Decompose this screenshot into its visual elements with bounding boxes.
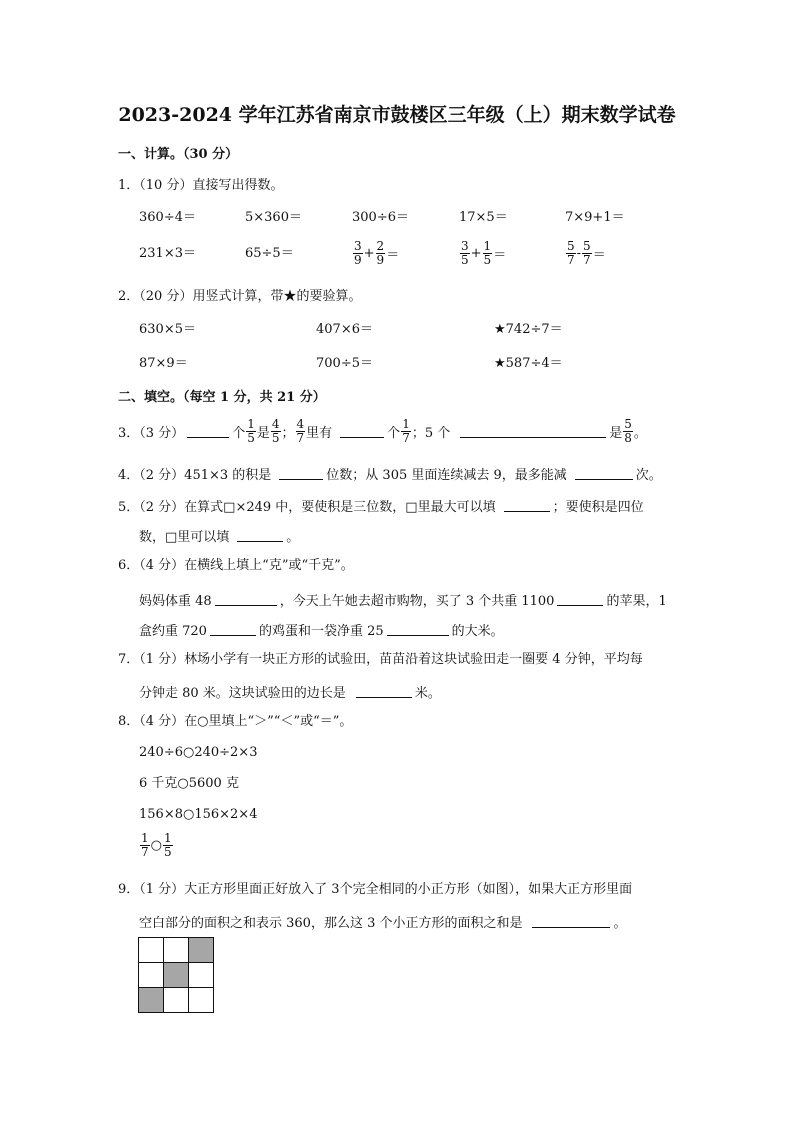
q6-prompt: 6．（4 分）在横线上填上“克”或“千克”。 (118, 558, 354, 573)
text: 的苹果，1 (606, 594, 667, 609)
q6-line1 (139, 590, 667, 609)
text: 。 (613, 916, 627, 931)
answer-blank[interactable] (504, 499, 550, 512)
answer-blank[interactable] (557, 593, 603, 606)
fraction: $\frac{5}{7}$ (567, 239, 575, 267)
q1-prompt: 1．（10 分）直接写出得数。 (118, 178, 284, 193)
q1-item: 360÷4＝ (139, 210, 196, 225)
text: 位数；从 305 里面连续减去 9，最多能减 (326, 468, 567, 483)
q2-item: 700÷5＝ (316, 356, 373, 371)
fraction: $\frac{1}{5}$ (247, 417, 255, 445)
equals-sign: ＝ (493, 247, 507, 263)
equals-sign: ＝ (592, 247, 606, 263)
text: ；要使积是四位 (552, 500, 644, 515)
q1-item: 300÷6＝ (352, 210, 409, 225)
text: 4．（2 分）451×3 的积是 (118, 468, 272, 483)
fraction: $\frac{5}{8}$ (624, 417, 632, 445)
small-square-shaded (139, 988, 164, 1013)
text: 个 (387, 425, 401, 441)
q2-item: ★587÷4＝ (494, 356, 563, 371)
fraction: $\frac{1}{5}$ (163, 831, 172, 859)
operator: - (576, 245, 582, 261)
q1-item: 7×9+1＝ (565, 210, 625, 225)
text: 次。 (635, 468, 662, 483)
text: ； (281, 425, 295, 441)
text: 里有 (306, 425, 333, 441)
q6-line2 (139, 620, 504, 639)
text: 。 (633, 425, 647, 441)
text: 妈妈体重 48 (139, 594, 212, 609)
fraction: $\frac{3}{5}$ (461, 239, 469, 267)
text: 分钟走 80 米。这块试验田的边长是 (139, 686, 346, 701)
q9-line2 (139, 912, 627, 931)
section1-heading: 一、计算。（30 分） (118, 147, 239, 162)
fraction: $\frac{4}{5}$ (271, 417, 280, 445)
operator: + (363, 245, 375, 261)
fraction: $\frac{3}{9}$ (354, 239, 362, 267)
answer-blank[interactable] (387, 623, 449, 636)
q2-item: 407×6＝ (316, 322, 373, 337)
answer-blank[interactable] (575, 467, 633, 480)
section2-heading: 二、填空。（每空 1 分，共 21 分） (118, 390, 326, 405)
q8-prompt: 8．（4 分）在○里填上“＞”“＜”或“＝”。 (118, 714, 353, 729)
answer-blank[interactable] (356, 685, 412, 698)
equals-sign: ＝ (386, 247, 400, 263)
fraction: $\frac{1}{5}$ (483, 239, 492, 267)
text: 是 (609, 425, 623, 441)
text: 是 (256, 425, 270, 441)
answer-blank[interactable] (210, 623, 256, 636)
fraction: $\frac{5}{7}$ (583, 239, 591, 267)
answer-blank[interactable] (279, 467, 323, 480)
text: 盒约重 720 (139, 624, 207, 639)
small-square-shaded (164, 963, 189, 988)
q1-item: 65÷5＝ (245, 246, 294, 261)
text: 的鸡蛋和一袋净重 25 (258, 624, 384, 639)
q2-prompt: 2．（20 分）用竖式计算，带★的要验算。 (118, 289, 362, 304)
q1-item: 17×5＝ (459, 210, 508, 225)
answer-blank[interactable] (187, 425, 229, 438)
fraction: $\frac{4}{7}$ (296, 417, 305, 445)
q8-item: 6 千克○5600 克 (139, 776, 239, 791)
text: ；5 个 (411, 425, 451, 441)
answer-blank[interactable] (237, 529, 283, 542)
text: 米。 (414, 686, 441, 701)
answer-blank[interactable] (215, 593, 277, 606)
q1-item: 231×3＝ (139, 246, 196, 261)
text: 空白部分的面积之和表示 360，那么这 3 个小正方形的面积之和是 (139, 916, 523, 931)
answer-blank[interactable] (532, 915, 610, 928)
q7-line1: 7．（1 分）林场小学有一块正方形的试验田，苗苗沿着这块试验田走一圈要 4 分钟，平均每 (118, 652, 643, 667)
fraction: $\frac{1}{7}$ (402, 417, 410, 445)
q9-square-figure (138, 937, 216, 1013)
text: 。 (286, 530, 300, 545)
question-number: 3．（3 分） (118, 425, 185, 441)
text: 数，□里可以填 (139, 530, 230, 545)
fraction: $\frac{2}{9}$ (376, 239, 385, 267)
q8-item: 240÷6○240÷2×3 (139, 745, 258, 760)
answer-blank[interactable] (460, 425, 606, 438)
q9-line1: 9．（1 分）大正方形里面正好放入了 3个完全相同的小正方形（如图），如果大正方形里面 (118, 882, 633, 897)
q1-fraction-item (352, 240, 399, 266)
q5-line2 (139, 526, 299, 545)
exam-title: 2023-2024 学年江苏省南京市鼓楼区三年级（上）期末数学试卷 (118, 104, 676, 126)
q2-item: 87×9＝ (139, 356, 188, 371)
fraction: $\frac{1}{7}$ (141, 831, 149, 859)
q1-fraction-item (565, 240, 606, 266)
q2-item: ★742÷7＝ (494, 322, 563, 337)
q8-fraction-item (139, 832, 174, 858)
q2-item: 630×5＝ (139, 322, 196, 337)
small-square-shaded (189, 938, 214, 963)
operator: + (470, 245, 482, 261)
text: 个 (232, 425, 246, 441)
q4-line (118, 464, 662, 483)
q1-fraction-item (459, 240, 506, 266)
text: ，今天上午她去超市购物，买了 3 个共重 1100 (279, 594, 555, 609)
q8-item: 156×8○156×2×4 (139, 807, 258, 822)
answer-blank[interactable] (340, 425, 384, 438)
q7-line2 (139, 682, 441, 701)
q1-item: 5×360＝ (245, 210, 302, 225)
compare-circle[interactable]: ○ (150, 837, 162, 853)
text: 5．（2 分）在算式□×249 中，要使积是三位数，□里最大可以填 (118, 500, 496, 515)
q3-line (118, 418, 647, 444)
q5-line1 (118, 496, 644, 515)
text: 的大米。 (451, 624, 504, 639)
